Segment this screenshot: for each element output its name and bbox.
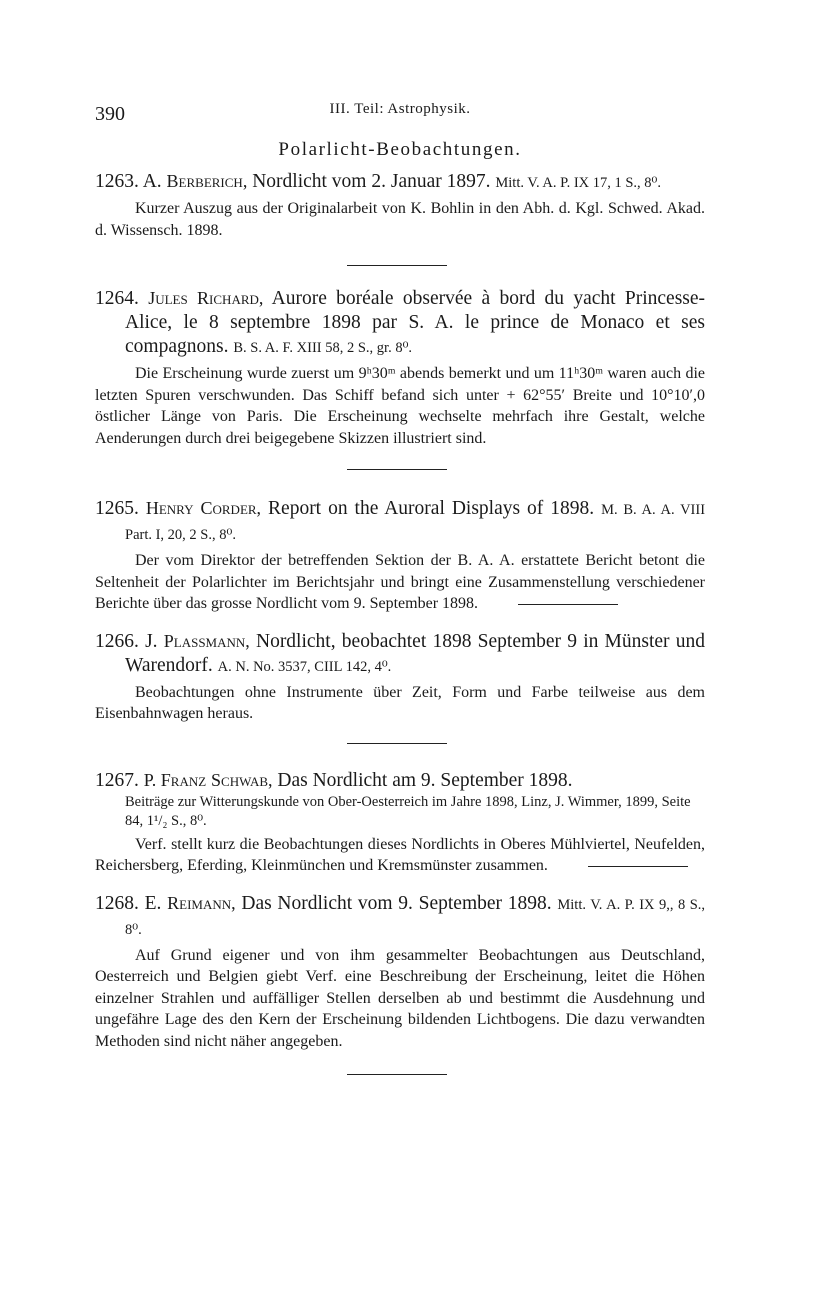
entry-abstract: Auf Grund eigener und von ihm gesammelter Beobachtungen aus Deutschland, Oesterreich und Belgien giebt Verf. eine Beschreibung der Erscheinung, leitet die Höhen einzelner Strahlen und auffälliger Stellen derselben ab und bestimmt die Ausdehnung und ungefähre Lage des den Kern der Erscheinung bildenden Lichtbogens. Die dazu verwandten Methoden sind nicht näher angegeben.: [95, 946, 705, 1050]
entry-1266: [95, 629, 705, 725]
author-initial: P. Franz: [143, 769, 207, 790]
entry-title: Das Nordlicht am 9. September 1898.: [277, 769, 573, 791]
section-title: Polarlicht-Beobachtungen.: [278, 139, 522, 160]
separator-rule: [588, 866, 688, 867]
entry-abstract-text: Verf. stellt kurz die Beobachtungen dieses Nordlichts in Oberes Mühlviertel, Neufelden, Reichersberg, Eferding, Kleinmünchen und Kremsmünster zusammen.: [95, 835, 705, 874]
entry-heading: [95, 286, 705, 360]
entry-1268: [95, 891, 705, 1053]
separator-rule: [347, 1074, 447, 1075]
author-name: Plassmann,: [163, 630, 250, 651]
entry-number: 1263.: [95, 171, 139, 192]
author-initial: Henry: [145, 498, 194, 518]
entry-title: Das Nordlicht vom 9. September 1898.: [241, 892, 552, 914]
author-initial: E.: [144, 892, 162, 914]
entry-heading: [95, 891, 705, 942]
entry-title: Aurore boréale observée à bord du yacht Princesse-Alice, le 8 septembre 1898 par S. A. le prince de Monaco et ses compagnons.: [125, 288, 706, 357]
entry-heading: [95, 169, 705, 195]
entry-title: Nordlicht vom 2. Januar 1897.: [252, 171, 491, 192]
entry-reference: Mitt. V. A. P. IX 9,, 8 S., 8⁰.: [125, 896, 706, 938]
author-name: Berberich,: [166, 171, 248, 191]
entry-reference: B. S. A. F. XIII 58, 2 S., gr. 8⁰.: [233, 340, 413, 356]
separator-rule: [347, 469, 447, 470]
entry-1263: [95, 169, 705, 241]
author-initial: A.: [142, 171, 162, 192]
author-name: Richard,: [197, 288, 264, 308]
entry-title: Nordlicht, beobachtet 1898 September 9 in Münster und Warendorf.: [125, 630, 705, 676]
entry-abstract: Kurzer Auszug aus der Originalarbeit von K. Bohlin in den Abh. d. Kgl. Schwed. Akad. d. Wissensch. 1898.: [95, 200, 705, 239]
separator-rule: [347, 265, 447, 266]
entry-abstract: Die Erscheinung wurde zuerst um 9ʰ30ᵐ abends bemerkt und um 11ʰ30ᵐ waren auch die letzten Spuren verschwunden. Das Schiff befand sich unter + 62°55′ Breite und 10°10′,0 östlicher Länge von Paris. Die Erscheinung wechselte mehrfach ihre Gestalt, welche Aenderungen durch drei beigegebene Skizzen illustriert sind.: [95, 365, 705, 447]
page: [95, 95, 705, 1075]
separator-rule: [518, 604, 618, 605]
author-initial: J.: [145, 630, 158, 652]
entry-heading: [95, 768, 705, 793]
entry-abstract: [95, 550, 705, 615]
author-name: Schwab,: [211, 769, 273, 790]
entry-reference: Mitt. V. A. P. IX 17, 1 S., 8⁰.: [495, 175, 661, 191]
page-number: 390: [95, 103, 125, 125]
entry-abstract-text: Der vom Direktor der betreffenden Sektion der B. A. A. erstattete Bericht betont die Seltenheit der Polarlichter im Berichtsjahr und bringt eine Zusammenstellung verschiedener Berichte über das grosse Nordlicht vom 9. September 1898.: [95, 552, 705, 612]
entry-reference: M. B. A. A. VIII Part. I, 20, 2 S., 8⁰.: [125, 502, 706, 543]
separator-rule: [347, 743, 447, 744]
entry-title: Report on the Auroral Displays of 1898.: [268, 498, 595, 519]
entry-heading: [95, 629, 705, 679]
entry-1265: [95, 496, 705, 615]
running-title: III. Teil: Astrophysik.: [329, 101, 471, 117]
entry-number: 1267.: [95, 769, 139, 791]
entry-1267: [95, 768, 705, 877]
running-head: [95, 95, 705, 125]
entry-number: 1268.: [95, 892, 139, 914]
author-name: Reimann,: [167, 892, 236, 913]
author-initial: Jules: [148, 288, 188, 308]
entry-heading: [95, 496, 705, 547]
entry-number: 1266.: [95, 630, 139, 652]
entry-abstract: Beobachtungen ohne Instrumente über Zeit, Form und Farbe teilweise aus dem Eisenbahnwagen heraus.: [95, 683, 705, 722]
author-name: Corder,: [200, 498, 262, 518]
entry-reference: Beiträge zur Witterungskunde von Ober-Oesterreich im Jahre 1898, Linz, J. Wimmer, 1899, Seite 84, 1¹/₂ S., 8⁰.: [125, 793, 691, 829]
entry-number: 1264.: [95, 288, 139, 309]
entry-reference: A. N. No. 3537, CIIL 142, 4⁰.: [217, 658, 392, 675]
entry-abstract: [95, 834, 705, 877]
entry-1264: [95, 286, 705, 449]
entry-number: 1265.: [95, 498, 139, 519]
